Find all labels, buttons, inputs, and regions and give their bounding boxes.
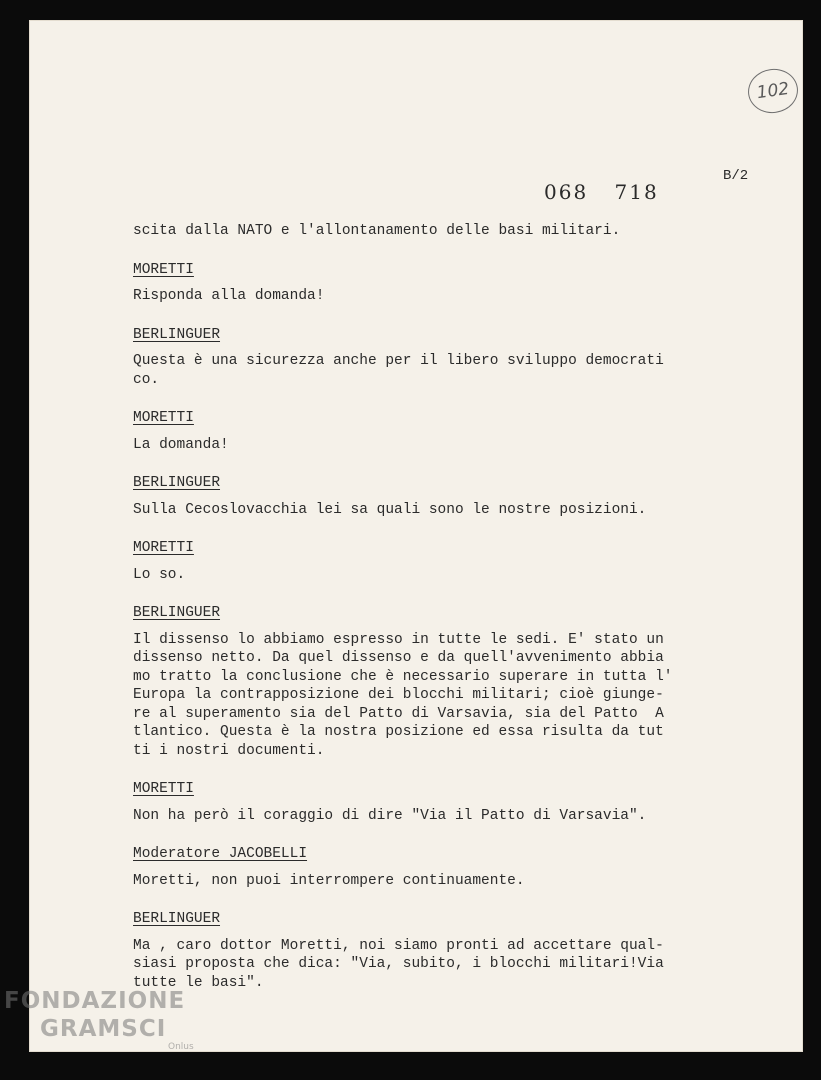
transcript-line: Ma , caro dottor Moretti, noi siamo pronti ad accettare qual- [133,937,664,954]
transcript-line: Il dissenso lo abbiamo espresso in tutte le sedi. E' stato un [133,631,664,648]
transcript-line: scita dalla NATO e l'allontanamento delle basi militari. [133,223,621,239]
speaker-name: MORETTI [133,261,194,278]
transcript-body [133,222,733,992]
transcript-line: co. [133,371,160,388]
sheet-reference: B/2 [723,168,749,184]
transcript-line: siasi proposta che dica: "Via, subito, i blocchi militari!Via [133,956,664,972]
speaker-name: BERLINGUER [133,475,221,491]
watermark-line-2: GRAMSCI [40,1016,167,1042]
transcript-line: Lo so. [133,566,186,583]
transcript-line: Non ha però il coraggio di dire "Via il Patto di Varsavia". [133,807,647,824]
transcript-line: mo tratto la conclusione che è necessario superare in tutta l' [133,668,673,685]
watermark-line-3: Onlus [168,1042,194,1052]
transcript-line: Risponda alla domanda! [133,288,325,304]
speaker-name: MORETTI [133,410,194,426]
document-code: 068 718 [544,180,659,204]
speaker-name: BERLINGUER [133,605,221,621]
transcript-line: re al superamento sia del Patto di Varsavia, sia del Patto A [133,705,664,722]
transcript-line: Sulla Cecoslovacchia lei sa quali sono le nostre posizioni. [133,501,647,518]
transcript-line: tlantico. Questa è la nostra posizione ed essa risulta da tut [133,724,664,740]
transcript-line: Questa è una sicurezza anche per il libero sviluppo democrati [133,353,664,369]
transcript-line: tutte le basi". [133,974,264,991]
transcript-line: ti i nostri documenti. [133,742,325,759]
speaker-name: MORETTI [133,540,194,556]
transcript-line: Moretti, non puoi interrompere continuamente. [133,872,525,889]
archive-watermark [4,988,194,1052]
speaker-name: BERLINGUER [133,326,221,343]
speaker-name: Moderatore JACOBELLI [133,846,308,862]
speaker-name: BERLINGUER [133,911,221,927]
transcript-line: Europa la contrapposizione dei blocchi militari; cioè giunge- [133,687,664,703]
handwritten-folio-number: 102 [745,66,801,117]
speaker-name: MORETTI [133,781,194,797]
watermark-line-1: FONDAZIONE [4,988,186,1014]
transcript-line: dissenso netto. Da quel dissenso e da quell'avvenimento abbia [133,650,664,666]
transcript-line: La domanda! [133,436,229,453]
